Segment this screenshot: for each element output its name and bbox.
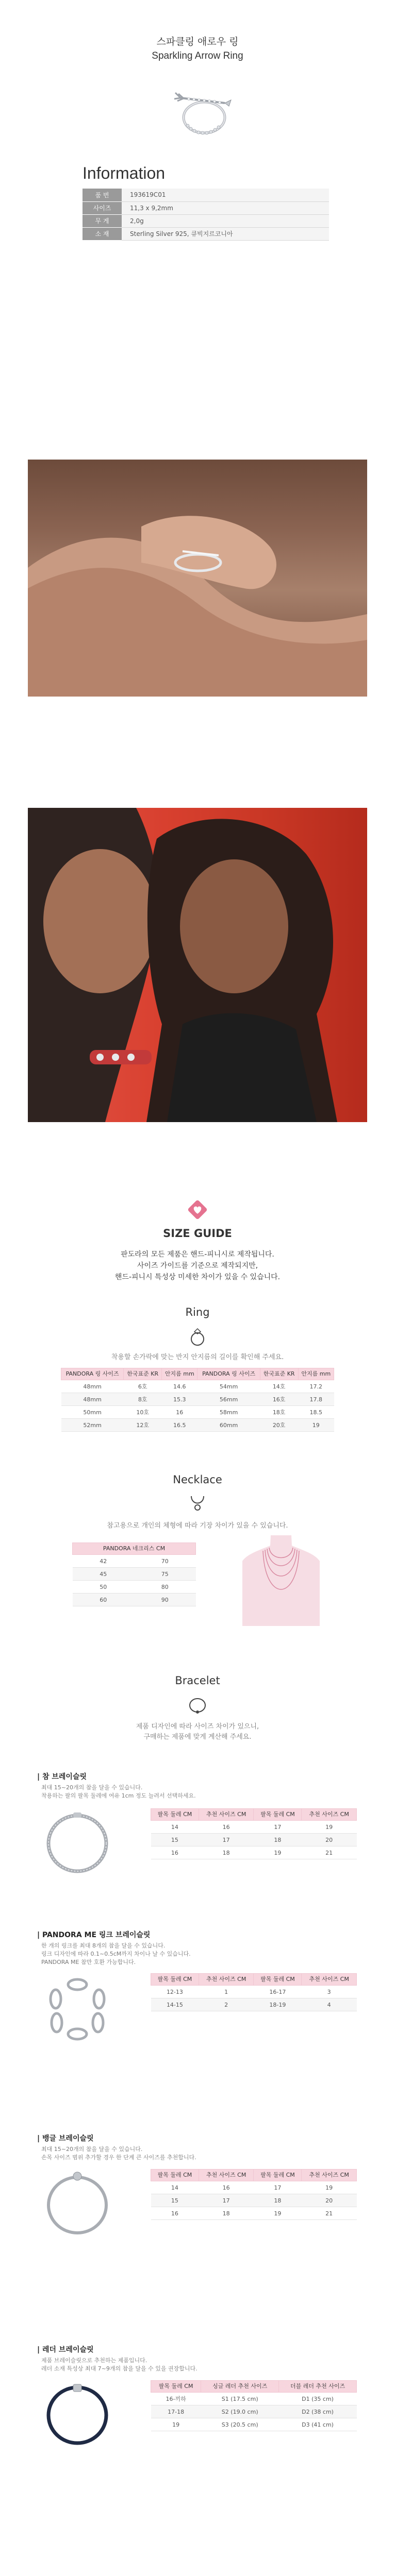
bracelet-note-line: 구매하는 제품에 맞게 계산해 주세요. <box>143 1733 252 1741</box>
info-value: 2,0g <box>122 214 329 227</box>
table-header: 팔목 둘레 CM <box>151 2381 201 2393</box>
table-header: 싱글 레더 추천 사이즈 <box>201 2381 279 2393</box>
table-cell: 2 <box>199 1998 254 2011</box>
info-key: 품 번 <box>83 189 122 201</box>
table-header: 한국표준 KR <box>260 1368 298 1380</box>
table-cell: 54mm <box>198 1380 260 1393</box>
table-row <box>61 1419 334 1432</box>
table-header: 추천 사이즈 CM <box>302 1974 357 1986</box>
table-header: 팔목 둘레 CM <box>151 2170 199 2181</box>
table-cell: 20 <box>302 2194 357 2207</box>
bangle-bracelet-title: | 뱅글 브레이슬릿 <box>37 2134 94 2143</box>
table-cell: 20호 <box>260 1419 298 1432</box>
table-cell: 15 <box>151 2194 199 2207</box>
size-guide-description <box>0 1249 395 1283</box>
table-header: 추천 사이즈 CM <box>199 1974 254 1986</box>
table-row <box>73 1581 196 1594</box>
bracelet-note-line: PANDORA ME 참만 호환 가능합니다. <box>41 1959 136 1965</box>
bracelet-note-line: 손목 사이즈 범위 추가할 경우 한 단계 큰 사이즈를 추천합니다. <box>41 2154 196 2161</box>
size-guide-title: SIZE GUIDE <box>163 1227 232 1240</box>
table-cell: 20 <box>302 1834 357 1846</box>
table-header-row <box>151 2381 357 2393</box>
table-cell: 18.5 <box>298 1406 334 1419</box>
table-cell: 70 <box>134 1555 196 1568</box>
table-cell: 12-13 <box>151 1986 199 1998</box>
table-cell: 3 <box>302 1986 357 1998</box>
table-cell: 8호 <box>124 1393 162 1406</box>
leather-bracelet-title: | 레더 브레이슬릿 <box>37 2346 94 2354</box>
table-row <box>151 2418 357 2431</box>
table-cell: D2 (38 cm) <box>279 2405 357 2418</box>
table-cell: D1 (35 cm) <box>279 2393 357 2405</box>
charm-bracelet-image <box>42 1808 112 1878</box>
table-cell: 19 <box>254 2207 302 2220</box>
info-key: 사이즈 <box>83 201 122 214</box>
table-cell: 19 <box>302 1821 357 1834</box>
table-cell: 17 <box>254 1821 302 1834</box>
charm-bracelet-title: | 참 브레이슬릿 <box>37 1773 87 1781</box>
pandora-me-bracelet-table <box>151 1973 357 2011</box>
ring-section-title: Ring <box>185 1306 210 1318</box>
table-cell: 18 <box>254 1834 302 1846</box>
table-header: 팔목 둘레 CM <box>151 1809 199 1821</box>
size-guide-desc-line: 핸드-피니시 특성상 미세한 차이가 있을 수 있습니다. <box>114 1273 281 1281</box>
leather-bracelet-image <box>42 2380 112 2450</box>
table-cell: D3 (41 cm) <box>279 2418 357 2431</box>
table-row <box>61 1380 334 1393</box>
bracelet-note-line: 착용하는 팔의 팔목 둘레에 여유 1cm 정도 늘려서 선택하세요. <box>41 1792 196 1799</box>
ring-note: 착용할 손가락에 맞는 반지 안지름의 길이를 확인해 주세요. <box>111 1353 284 1361</box>
table-cell: 21 <box>302 1846 357 1859</box>
bracelet-section-title: Bracelet <box>175 1674 220 1687</box>
table-cell: 14 <box>151 2181 199 2194</box>
couple-lifestyle-photo <box>28 808 367 1122</box>
size-guide-heart-icon <box>186 1198 209 1221</box>
table-row <box>151 1846 357 1859</box>
table-cell: 50 <box>73 1581 134 1594</box>
info-table <box>83 189 329 241</box>
table-cell: 21 <box>302 2207 357 2220</box>
table-header: 팔목 둘레 CM <box>254 1809 302 1821</box>
info-row <box>83 189 329 201</box>
table-row <box>73 1594 196 1606</box>
bangle-bracelet-notes <box>41 2145 196 2162</box>
table-cell: 75 <box>134 1568 196 1581</box>
bracelet-icon <box>187 1695 208 1716</box>
table-row <box>151 1821 357 1834</box>
size-guide-desc-line: 사이즈 가이드를 기준으로 제작되지만, <box>137 1262 258 1270</box>
info-row <box>83 227 329 240</box>
info-value: 11,3 x 9,2mm <box>122 201 329 214</box>
leather-bracelet-table <box>151 2380 357 2431</box>
table-row <box>151 2207 357 2220</box>
table-cell: 19 <box>254 1846 302 1859</box>
table-header: 안지름 mm <box>298 1368 334 1380</box>
product-title-kr: 스파클링 애로우 링 <box>156 36 239 47</box>
table-cell: 16.5 <box>162 1419 198 1432</box>
table-cell: 60 <box>73 1594 134 1606</box>
table-cell: 16 <box>151 1846 199 1859</box>
table-cell: 18 <box>199 1846 254 1859</box>
charm-bracelet-notes <box>41 1784 196 1800</box>
table-cell: 15.3 <box>162 1393 198 1406</box>
bangle-bracelet-table <box>151 2169 357 2220</box>
table-cell: 15 <box>151 1834 199 1846</box>
table-header: 더블 레더 추천 사이즈 <box>279 2381 357 2393</box>
table-cell: 58mm <box>198 1406 260 1419</box>
table-row <box>61 1406 334 1419</box>
table-cell: 19 <box>302 2181 357 2194</box>
pandora-me-bracelet-title: | PANDORA ME 링크 브레이슬릿 <box>37 1931 151 1939</box>
table-header: 팔목 둘레 CM <box>151 1974 199 1986</box>
table-cell: 14호 <box>260 1380 298 1393</box>
table-cell: 16 <box>199 2181 254 2194</box>
table-header-row <box>151 1809 357 1821</box>
bracelet-note-line: 레더 소재 특성상 최대 7~9개의 참을 달을 수 있을 권장합니다. <box>41 2365 198 2372</box>
table-cell: 17 <box>254 2181 302 2194</box>
hand-wearing-ring-photo <box>28 460 367 697</box>
table-cell: S3 (20.5 cm) <box>201 2418 279 2431</box>
table-header: 추천 사이즈 CM <box>199 2170 254 2181</box>
table-header: 추천 사이즈 CM <box>302 1809 357 1821</box>
necklace-icon <box>187 1493 208 1514</box>
table-cell: 1 <box>199 1986 254 1998</box>
bracelet-note-line: 최대 15~20개의 참을 달을 수 있습니다. <box>41 2146 143 2153</box>
info-key: 소 재 <box>83 227 122 240</box>
table-header-row <box>151 1974 357 1986</box>
table-cell: 48mm <box>61 1393 124 1406</box>
table-cell: 18-19 <box>254 1998 302 2011</box>
bracelet-note-line: 제품 디자인에 따라 사이즈 차이가 있으니, <box>136 1723 259 1731</box>
table-row <box>73 1568 196 1581</box>
table-header: 추천 사이즈 CM <box>302 2170 357 2181</box>
table-cell: 18 <box>254 2194 302 2207</box>
necklace-size-table <box>72 1543 196 1606</box>
table-row <box>151 2194 357 2207</box>
info-value: 193619C01 <box>122 189 329 201</box>
table-cell: 19 <box>298 1419 334 1432</box>
size-guide-desc-line: 판도라의 모든 제품은 핸드-피니시로 제작됩니다. <box>121 1250 274 1259</box>
info-row <box>83 201 329 214</box>
info-value: Sterling Silver 925, 큐빅지르코니아 <box>122 227 329 240</box>
bangle-bracelet-image <box>42 2169 112 2239</box>
necklace-length-body-diagram <box>242 1535 320 1626</box>
table-cell: 17 <box>199 1834 254 1846</box>
table-cell: 16-17 <box>254 1986 302 1998</box>
table-header-row <box>61 1368 334 1380</box>
table-cell: 14.6 <box>162 1380 198 1393</box>
table-cell: 60mm <box>198 1419 260 1432</box>
table-cell: 14-15 <box>151 1998 199 2011</box>
table-header: 팔목 둘레 CM <box>254 1974 302 1986</box>
table-cell: 16호 <box>260 1393 298 1406</box>
table-cell: 17.2 <box>298 1380 334 1393</box>
table-cell: 80 <box>134 1581 196 1594</box>
table-header: 한국표준 KR <box>124 1368 162 1380</box>
table-cell: 50mm <box>61 1406 124 1419</box>
table-header: 추천 사이즈 CM <box>199 1809 254 1821</box>
info-row <box>83 214 329 227</box>
leather-bracelet-notes <box>41 2357 198 2373</box>
table-row <box>151 1834 357 1846</box>
table-cell: 16 <box>199 1821 254 1834</box>
table-cell: 45 <box>73 1568 134 1581</box>
table-cell: 17-18 <box>151 2405 201 2418</box>
table-cell: 14 <box>151 1821 199 1834</box>
table-cell: 4 <box>302 1998 357 2011</box>
table-cell: 56mm <box>198 1393 260 1406</box>
info-title: Information <box>83 164 166 182</box>
table-header: PANDORA 네크리스 CM <box>73 1543 196 1555</box>
table-cell: 16 <box>151 2207 199 2220</box>
pandora-me-bracelet-notes <box>41 1942 191 1967</box>
bracelet-note-line: 최대 15~20개의 참을 달을 수 있습니다. <box>41 1784 143 1791</box>
table-header-row <box>73 1543 196 1555</box>
table-cell: 18호 <box>260 1406 298 1419</box>
table-header-row <box>151 2170 357 2181</box>
table-cell: 16-끼하 <box>151 2393 201 2405</box>
table-row <box>73 1555 196 1568</box>
table-cell: S2 (19.0 cm) <box>201 2405 279 2418</box>
table-cell: 12호 <box>124 1419 162 1432</box>
table-cell: 17.8 <box>298 1393 334 1406</box>
table-row <box>151 2181 357 2194</box>
table-cell: 17 <box>199 2194 254 2207</box>
table-cell: 18 <box>199 2207 254 2220</box>
table-cell: 10호 <box>124 1406 162 1419</box>
ring-icon <box>187 1327 208 1347</box>
table-cell: 42 <box>73 1555 134 1568</box>
table-cell: 16 <box>162 1406 198 1419</box>
table-header: 안지름 mm <box>162 1368 198 1380</box>
table-cell: 19 <box>151 2418 201 2431</box>
bracelet-note-line: 제품 브레이슬릿으로 추천하는 제품입니다. <box>41 2357 147 2364</box>
charm-bracelet-table <box>151 1808 357 1859</box>
table-row <box>61 1393 334 1406</box>
table-row <box>151 2393 357 2405</box>
table-row <box>151 2405 357 2418</box>
info-key: 무 게 <box>83 214 122 227</box>
table-row <box>151 1998 357 2011</box>
table-cell: 48mm <box>61 1380 124 1393</box>
necklace-note: 참고용으로 개인의 체형에 따라 기장 차이가 있을 수 있습니다. <box>107 1522 288 1530</box>
bracelet-note-line: 한 개의 링크를 최대 8개의 참을 달을 수 있습니다. <box>41 1942 166 1949</box>
ring-product-image <box>173 74 235 139</box>
bracelet-note-line: 링크 디자인에 따라 0.1~0.5cM까지 차이나 날 수 있습니다. <box>41 1951 191 1957</box>
table-cell: S1 (17.5 cm) <box>201 2393 279 2405</box>
product-hero <box>0 0 395 238</box>
ring-size-table <box>61 1368 334 1432</box>
table-header: PANDORA 링 사이즈 <box>61 1368 124 1380</box>
product-title-en: Sparkling Arrow Ring <box>152 50 243 61</box>
pandora-me-bracelet-image <box>42 1973 112 2043</box>
table-row <box>151 1986 357 1998</box>
table-cell: 90 <box>134 1594 196 1606</box>
table-header: PANDORA 링 사이즈 <box>198 1368 260 1380</box>
table-header: 팔목 둘레 CM <box>254 2170 302 2181</box>
table-cell: 6호 <box>124 1380 162 1393</box>
bracelet-note <box>0 1722 395 1742</box>
table-cell: 52mm <box>61 1419 124 1432</box>
necklace-section-title: Necklace <box>173 1473 222 1486</box>
